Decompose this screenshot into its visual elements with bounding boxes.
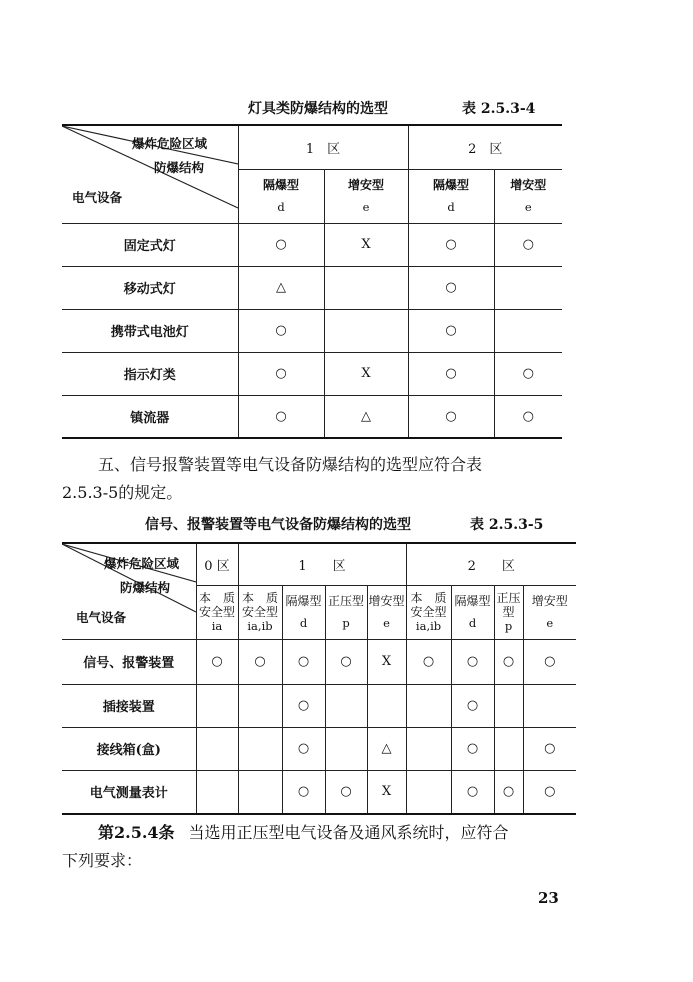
- table-row: [62, 684, 576, 727]
- table-cell: ○: [451, 639, 494, 684]
- table-cell: ○: [408, 266, 494, 309]
- table-cell: △: [367, 727, 406, 770]
- row-label: 接线箱(盒): [62, 727, 196, 770]
- diag-structure-label: 防爆结构: [120, 580, 171, 595]
- table-cell: ○: [523, 770, 576, 814]
- table-cell: [406, 727, 451, 770]
- table-cell: △: [238, 266, 324, 309]
- table2-zone0-header: 0 区: [196, 543, 238, 585]
- table-cell: ○: [406, 639, 451, 684]
- table2-col-header: 正压型 p: [494, 585, 523, 639]
- table1: [62, 124, 562, 439]
- row-label: 插接装置: [62, 684, 196, 727]
- table-cell: [406, 770, 451, 814]
- table-cell: ○: [494, 770, 523, 814]
- table-cell: [406, 684, 451, 727]
- table-cell: [367, 684, 406, 727]
- table-cell: ○: [238, 639, 282, 684]
- table-cell: ○: [494, 223, 562, 266]
- table-cell: ○: [451, 770, 494, 814]
- row-label: 指示灯类: [62, 352, 238, 395]
- diag-zone-label: 爆炸危险区域: [132, 136, 208, 151]
- table-cell: ○: [494, 639, 523, 684]
- row-label: 电气测量表计: [62, 770, 196, 814]
- paragraph-line: 五、信号报警装置等电气设备防爆结构的选型应符合表: [98, 455, 483, 474]
- table-cell: ○: [238, 223, 324, 266]
- row-label: 移动式灯: [62, 266, 238, 309]
- table-cell: ○: [282, 727, 325, 770]
- table-cell: ○: [408, 223, 494, 266]
- table-cell: [196, 727, 238, 770]
- diag-zone-label: 爆炸危险区域: [104, 556, 180, 571]
- table2-zone1-header: 1 区: [238, 543, 406, 585]
- table2-title: 信号、报警装置等电气设备防爆结构的选型: [145, 517, 411, 533]
- table-row: [62, 309, 562, 352]
- table-cell: [238, 770, 282, 814]
- table2-col-header: 隔爆型 d: [451, 585, 494, 639]
- diag-equipment-label: 电气设备: [76, 610, 127, 625]
- table2-col-header: 本 质安全型 ia,ib: [238, 585, 282, 639]
- table-row: [62, 223, 562, 266]
- table-cell: [494, 266, 562, 309]
- table-cell: [494, 309, 562, 352]
- table-cell: [324, 266, 408, 309]
- paragraph-line: 下列要求：: [62, 851, 143, 870]
- article-number: 第2.5.4条: [98, 823, 175, 842]
- table-cell: X: [367, 639, 406, 684]
- article-text: 当选用正压型电气设备及通风系统时，应符合: [188, 823, 509, 842]
- table-cell: [523, 684, 576, 727]
- table-cell: ○: [238, 352, 324, 395]
- table-cell: ○: [451, 727, 494, 770]
- row-label: 信号、报警装置: [62, 639, 196, 684]
- table-cell: ○: [523, 639, 576, 684]
- table-cell: ○: [196, 639, 238, 684]
- table1-diagonal-header: [62, 125, 238, 223]
- table2-col-header: 增安型 e: [523, 585, 576, 639]
- table-cell: ○: [523, 727, 576, 770]
- table1-col-header: 隔爆型 d: [238, 169, 324, 223]
- paragraph-line: 2.5.3-5的规定。: [62, 483, 183, 502]
- table1-number: 表 2.5.3-4: [462, 101, 536, 117]
- table1-zone1-header: 1 区: [238, 125, 408, 169]
- table-cell: ○: [325, 639, 367, 684]
- table-row: [62, 352, 562, 395]
- table-cell: [494, 684, 523, 727]
- table1-title: 灯具类防爆结构的选型: [248, 101, 388, 117]
- table-row: [62, 770, 576, 814]
- table-cell: [196, 770, 238, 814]
- table1-col-header: 增安型 e: [494, 169, 562, 223]
- table2-col-header: 正压型 p: [325, 585, 367, 639]
- table2: [62, 542, 576, 815]
- table-cell: ○: [451, 684, 494, 727]
- table-cell: X: [324, 352, 408, 395]
- table2-number: 表 2.5.3-5: [470, 517, 544, 533]
- table2-col-header: 本 质安全型 ia,ib: [406, 585, 451, 639]
- table2-zone2-header: 2 区: [406, 543, 576, 585]
- table2-diagonal-header: [62, 543, 196, 639]
- table-cell: ○: [282, 684, 325, 727]
- table-cell: △: [324, 395, 408, 438]
- table-cell: ○: [408, 395, 494, 438]
- page-number: 23: [538, 889, 559, 907]
- table-row: [62, 266, 562, 309]
- table-cell: ○: [238, 309, 324, 352]
- diag-structure-label: 防爆结构: [154, 160, 205, 175]
- row-label: 携带式电池灯: [62, 309, 238, 352]
- table-cell: X: [324, 223, 408, 266]
- table2-col-header: 本 质安全型 ia: [196, 585, 238, 639]
- table-cell: [494, 727, 523, 770]
- table-cell: ○: [282, 639, 325, 684]
- diag-equipment-label: 电气设备: [72, 190, 123, 205]
- table-cell: ○: [282, 770, 325, 814]
- table-cell: [325, 727, 367, 770]
- table-row: [62, 727, 576, 770]
- table-row: [62, 395, 562, 438]
- row-label: 固定式灯: [62, 223, 238, 266]
- table-cell: ○: [494, 352, 562, 395]
- table2-col-header: 隔爆型 d: [282, 585, 325, 639]
- table-cell: ○: [325, 770, 367, 814]
- table1-col-header: 隔爆型 d: [408, 169, 494, 223]
- table-cell: X: [367, 770, 406, 814]
- paragraph-line: [98, 820, 509, 846]
- table1-zone2-header: 2 区: [408, 125, 562, 169]
- table-cell: ○: [238, 395, 324, 438]
- table-cell: ○: [494, 395, 562, 438]
- table-cell: ○: [408, 352, 494, 395]
- table1-col-header: 增安型 e: [324, 169, 408, 223]
- table-cell: [238, 727, 282, 770]
- table-cell: [325, 684, 367, 727]
- table-row: [62, 639, 576, 684]
- row-label: 镇流器: [62, 395, 238, 438]
- table2-col-header: 增安型 e: [367, 585, 406, 639]
- table-cell: [196, 684, 238, 727]
- table-cell: [238, 684, 282, 727]
- table-cell: ○: [408, 309, 494, 352]
- table-cell: [324, 309, 408, 352]
